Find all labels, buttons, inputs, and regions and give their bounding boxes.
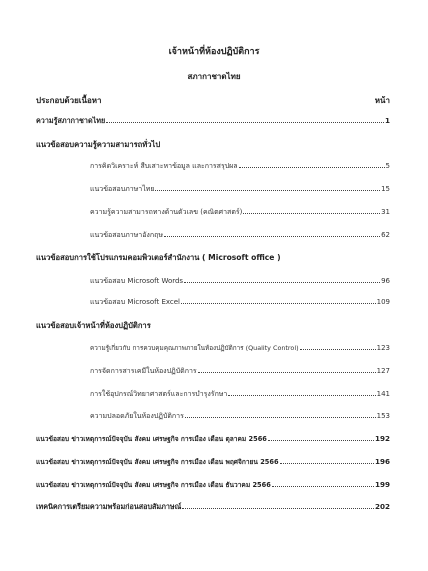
- toc-leader-dots: [181, 303, 376, 304]
- toc-leader-dots: [228, 395, 375, 396]
- document-subtitle: สภากาชาดไทย: [187, 72, 241, 81]
- toc-entry-label: เทคนิคการเตรียมความพร้อมก่อนสอบสัมภาษณ์: [36, 502, 182, 511]
- toc-entry-label: แนวข้อสอบ Microsoft Words: [90, 277, 184, 285]
- toc-leader-dots: [185, 417, 376, 418]
- toc-section-heading-label: แนวข้อสอบการใช้โปรแกรมคอมพิวเตอร์สำนักงาน ( Microsoft office ): [36, 253, 281, 262]
- toc-entry-page: 123: [376, 344, 390, 352]
- toc-section-heading: [36, 321, 390, 331]
- toc-entry: [36, 480, 390, 490]
- toc-entry-label: ความรู้ความสามารถทางด้านตัวเลข (คณิตศาสตร์): [90, 208, 243, 216]
- toc-entry-label: แนวข้อสอบ ข่าวเหตุการณ์ปัจจุบัน สังคม เศรษฐกิจ การเมือง เดือน ธันวาคม 2566: [36, 481, 271, 489]
- toc-leader-dots: [164, 236, 380, 237]
- toc-leader-dots: [300, 349, 376, 350]
- toc-leader-dots: [272, 486, 374, 487]
- toc-entry: [90, 297, 390, 307]
- toc-leader-dots: [182, 508, 374, 509]
- toc-leader-dots: [268, 440, 374, 441]
- toc-entry: [90, 366, 390, 376]
- toc-entry: [36, 434, 390, 444]
- toc-entry-label: การจัดการสารเคมีในห้องปฏิบัติการ: [90, 367, 197, 375]
- toc-leader-dots: [239, 167, 385, 168]
- contents-header-left: ประกอบด้วยเนื้อหา: [36, 96, 102, 105]
- toc-entry-page: 196: [374, 457, 390, 466]
- toc-entry: [90, 207, 390, 217]
- toc-entry-page: 153: [376, 412, 390, 420]
- toc-entry: [90, 161, 390, 171]
- contents-header-right: หน้า: [374, 96, 390, 105]
- toc-entry-label: แนวข้อสอบภาษาไทย: [90, 185, 155, 193]
- toc-entry: [90, 411, 390, 421]
- toc-leader-dots: [280, 463, 374, 464]
- contents-header: [36, 94, 390, 107]
- toc-entry-page: 1: [384, 116, 390, 125]
- toc-entry-page: 31: [381, 208, 390, 216]
- toc-entry-label: ความรู้เกี่ยวกับ การควบคุมคุณภาพภายในห้องปฏิบัติการ (Quality Control): [90, 344, 299, 352]
- toc-section-heading: [36, 253, 390, 263]
- toc-entry: [90, 184, 390, 194]
- toc-entry-page: 199: [374, 480, 390, 489]
- toc-entry: [90, 389, 390, 399]
- toc-section-heading-label: แนวข้อสอบความรู้ความสามารถทั่วไป: [36, 140, 161, 149]
- toc-entry: [90, 343, 390, 353]
- toc-leader-dots: [106, 122, 384, 123]
- toc-entry-label: การใช้อุปกรณ์วิทยาศาสตร์และการบำรุงรักษา: [90, 390, 228, 398]
- toc-entry-label: ความปลอดภัยในห้องปฏิบัติการ: [90, 412, 184, 420]
- toc-entry-page: 15: [381, 185, 390, 193]
- toc-leader-dots: [198, 372, 376, 373]
- toc-entry-label: แนวข้อสอบ ข่าวเหตุการณ์ปัจจุบัน สังคม เศรษฐกิจ การเมือง เดือน พฤศจิกายน 2566: [36, 458, 279, 466]
- toc-entry-page: 109: [376, 298, 390, 306]
- toc-entry-label: แนวข้อสอบ ข่าวเหตุการณ์ปัจจุบัน สังคม เศรษฐกิจ การเมือง เดือน ตุลาคม 2566: [36, 435, 267, 443]
- toc-entry-label: ความรู้สภากาชาดไทย: [36, 116, 106, 125]
- toc-leader-dots: [155, 190, 380, 191]
- toc-entry-page: 96: [381, 277, 390, 285]
- toc-leader-dots: [184, 282, 380, 283]
- toc-entry-label: การคิดวิเคราะห์ สืบเสาะหาข้อมูล และการสรุปผล: [90, 162, 238, 170]
- toc-entry-page: 62: [381, 231, 390, 239]
- toc-leader-dots: [243, 213, 380, 214]
- toc-entry: [90, 276, 390, 286]
- toc-entry-page: 202: [374, 502, 390, 511]
- document-title: เจ้าหน้าที่ห้องปฏิบัติการ: [168, 47, 260, 57]
- toc-entry-label: แนวข้อสอบ Microsoft Excel: [90, 298, 180, 306]
- toc-entry: [90, 230, 390, 240]
- toc-entry: [36, 116, 390, 126]
- toc-entry: [36, 502, 390, 512]
- toc-entry-label: แนวข้อสอบภาษาอังกฤษ: [90, 231, 163, 239]
- toc-entry-page: 141: [376, 390, 390, 398]
- toc-entry: [36, 457, 390, 467]
- toc-section-heading: [36, 140, 390, 150]
- toc-entry-page: 5: [385, 162, 390, 170]
- toc-entry-page: 127: [376, 367, 390, 375]
- toc-section-heading-label: แนวข้อสอบเจ้าหน้าที่ห้องปฏิบัติการ: [36, 321, 151, 330]
- toc-entry-page: 192: [374, 434, 390, 443]
